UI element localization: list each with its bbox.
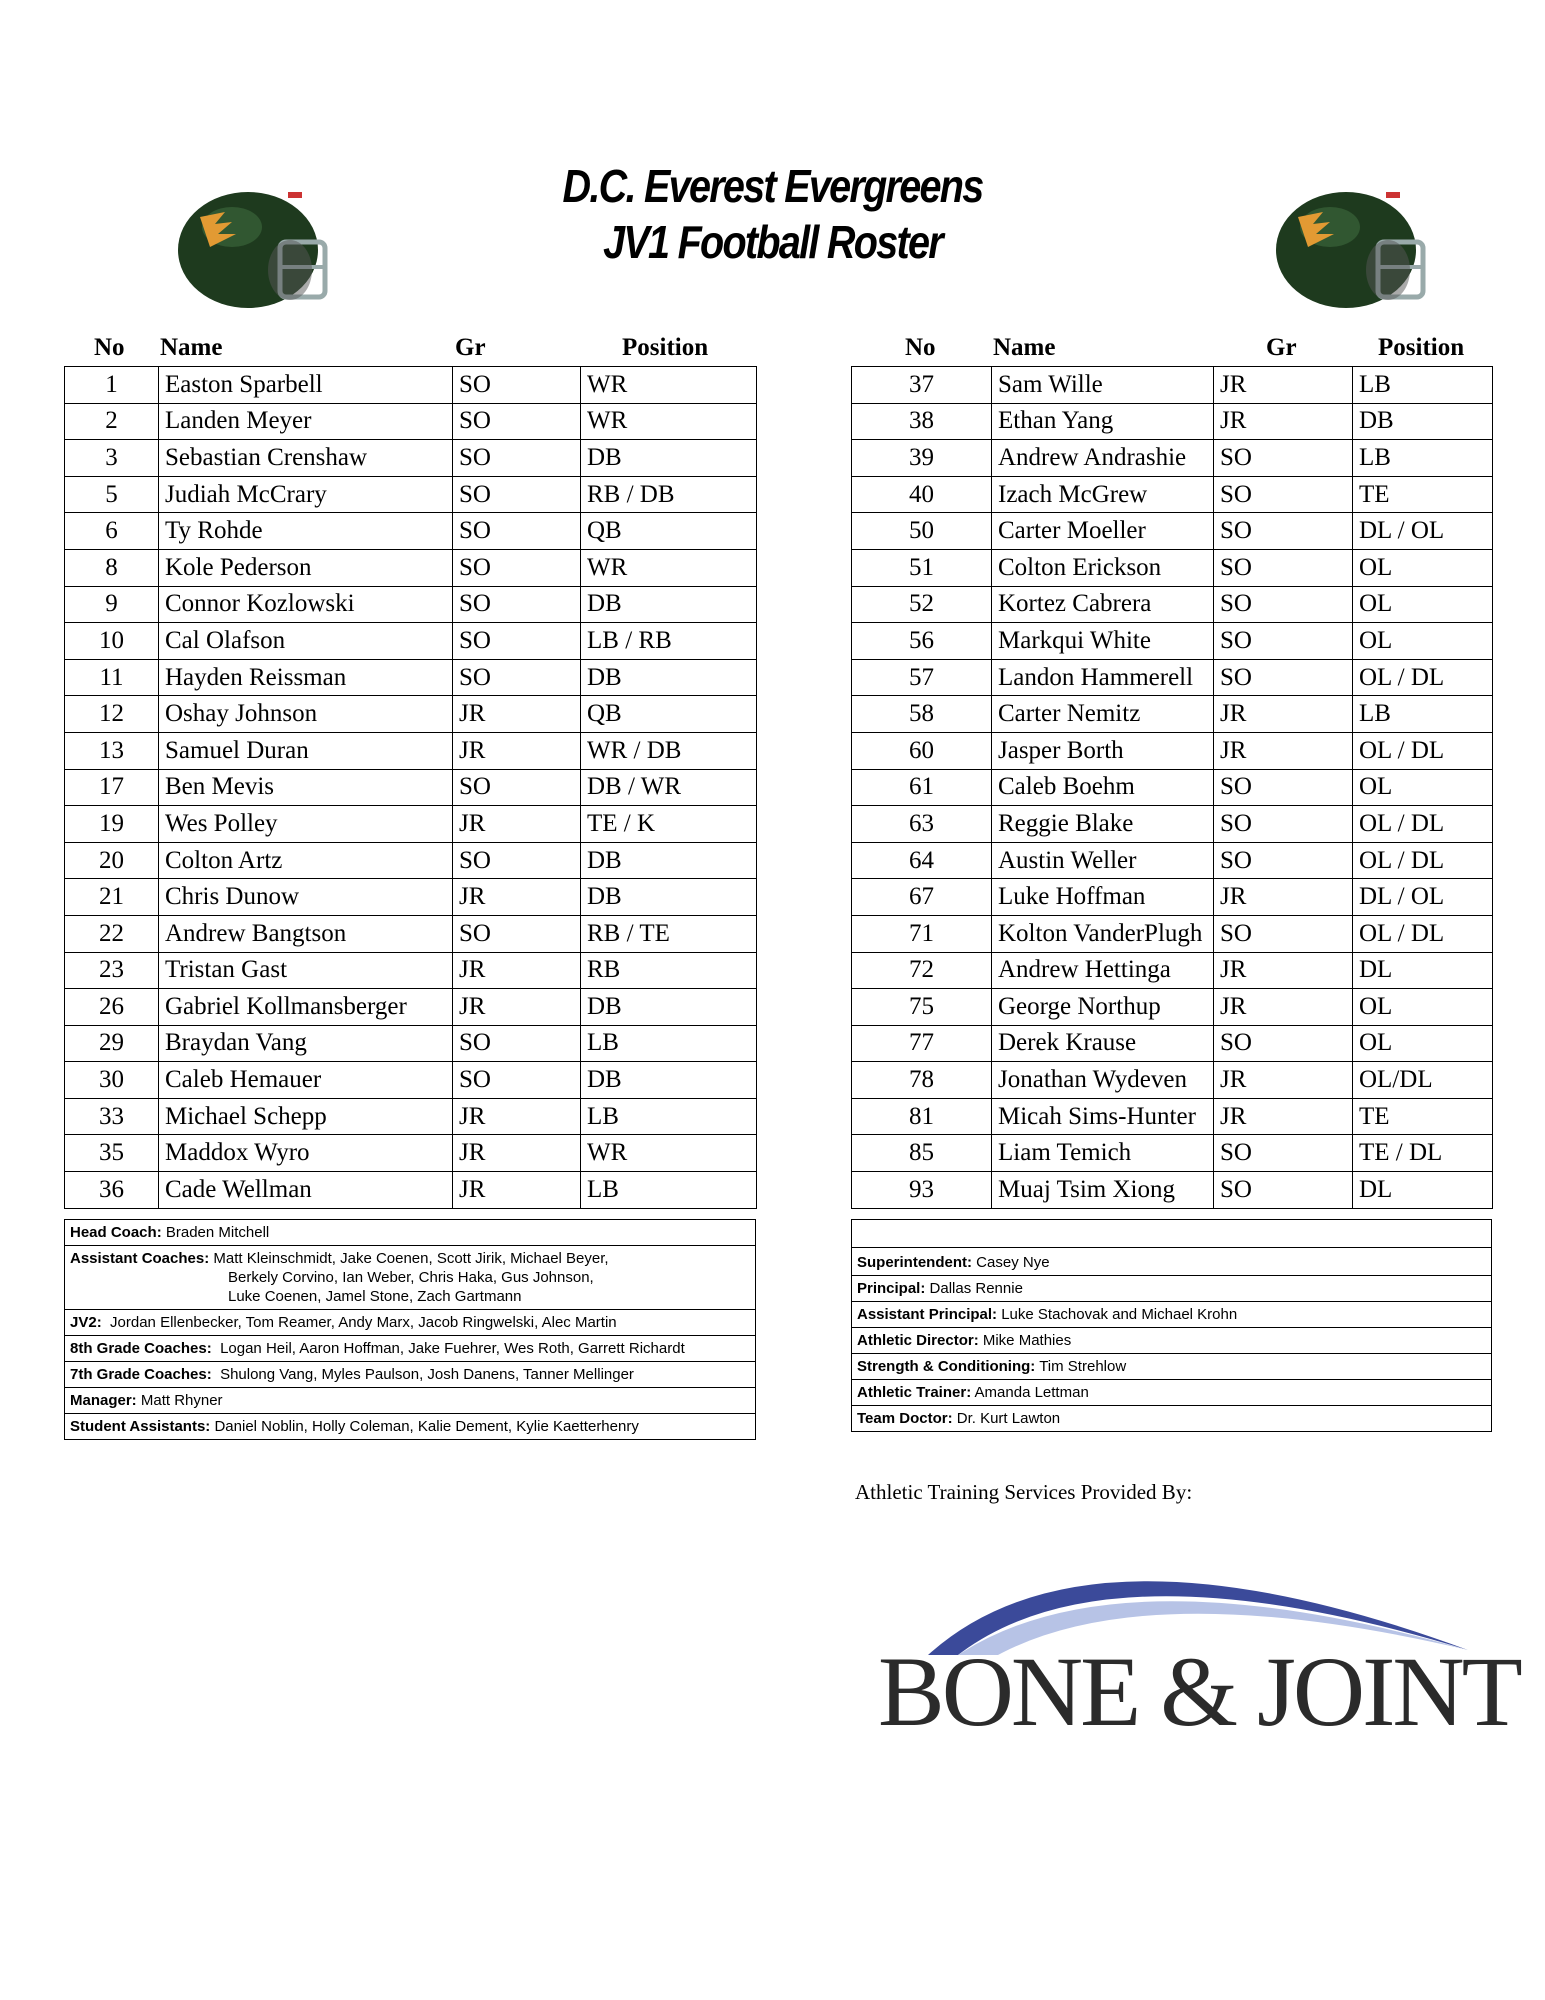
player-grade: SO bbox=[453, 403, 581, 440]
player-name: Kortez Cabrera bbox=[992, 586, 1214, 623]
player-number: 30 bbox=[65, 1062, 159, 1099]
assistant-principal-value: Luke Stachovak and Michael Krohn bbox=[1001, 1306, 1238, 1323]
principal-label: Principal: bbox=[857, 1280, 926, 1297]
player-position: LB bbox=[1353, 696, 1493, 733]
player-number: 2 bbox=[65, 403, 159, 440]
player-name: Judiah McCrary bbox=[159, 476, 453, 513]
player-position: OL bbox=[1353, 769, 1493, 806]
player-grade: JR bbox=[453, 732, 581, 769]
player-grade: SO bbox=[1214, 586, 1353, 623]
7th-grade-label: 7th Grade Coaches: bbox=[70, 1366, 212, 1383]
player-name: Wes Polley bbox=[159, 806, 453, 843]
player-position: TE bbox=[1353, 1098, 1493, 1135]
player-position: DL / OL bbox=[1353, 879, 1493, 916]
player-grade: JR bbox=[453, 696, 581, 733]
staff-row-empty bbox=[852, 1220, 1492, 1248]
player-grade: SO bbox=[453, 476, 581, 513]
player-position: TE / DL bbox=[1353, 1135, 1493, 1172]
roster-row bbox=[852, 476, 1493, 513]
player-grade: SO bbox=[453, 1062, 581, 1099]
player-position: LB bbox=[581, 1172, 757, 1209]
roster-row bbox=[65, 549, 757, 586]
player-number: 57 bbox=[852, 659, 992, 696]
player-position: TE bbox=[1353, 476, 1493, 513]
player-position: LB bbox=[1353, 367, 1493, 404]
player-name: Luke Hoffman bbox=[992, 879, 1214, 916]
player-position: DB bbox=[581, 879, 757, 916]
assistant-coaches-line-1: Matt Kleinschmidt, Jake Coenen, Scott Jirik, Michael Beyer, bbox=[213, 1250, 609, 1267]
jv2-label: JV2: bbox=[70, 1314, 102, 1331]
staff-table-right bbox=[851, 1219, 1492, 1432]
superintendent-label: Superintendent: bbox=[857, 1254, 972, 1271]
player-name: Carter Moeller bbox=[992, 513, 1214, 550]
roster-row bbox=[65, 806, 757, 843]
roster-row bbox=[852, 403, 1493, 440]
player-number: 26 bbox=[65, 989, 159, 1026]
8th-grade-value: Logan Heil, Aaron Hoffman, Jake Fuehrer, Wes Roth, Garrett Richardt bbox=[220, 1340, 685, 1357]
player-number: 60 bbox=[852, 732, 992, 769]
player-position: DB bbox=[581, 842, 757, 879]
staff-row-athletic-trainer bbox=[852, 1380, 1492, 1406]
player-name: Muaj Tsim Xiong bbox=[992, 1172, 1214, 1209]
player-grade: SO bbox=[1214, 513, 1353, 550]
player-grade: SO bbox=[453, 513, 581, 550]
player-number: 6 bbox=[65, 513, 159, 550]
player-position: WR bbox=[581, 1135, 757, 1172]
player-grade: SO bbox=[1214, 806, 1353, 843]
team-doctor-label: Team Doctor: bbox=[857, 1410, 953, 1427]
roster-row bbox=[852, 623, 1493, 660]
player-name: Maddox Wyro bbox=[159, 1135, 453, 1172]
player-name: Jasper Borth bbox=[992, 732, 1214, 769]
athletic-trainer-label: Athletic Trainer: bbox=[857, 1384, 972, 1401]
staff-row-8th-grade bbox=[65, 1336, 756, 1362]
player-name: Easton Sparbell bbox=[159, 367, 453, 404]
player-name: Samuel Duran bbox=[159, 732, 453, 769]
player-number: 11 bbox=[65, 659, 159, 696]
player-name: Sebastian Crenshaw bbox=[159, 440, 453, 477]
player-grade: SO bbox=[453, 440, 581, 477]
player-grade: JR bbox=[453, 1135, 581, 1172]
player-number: 3 bbox=[65, 440, 159, 477]
roster-row bbox=[65, 952, 757, 989]
player-grade: SO bbox=[453, 915, 581, 952]
player-grade: JR bbox=[453, 1172, 581, 1209]
player-number: 19 bbox=[65, 806, 159, 843]
player-name: Colton Artz bbox=[159, 842, 453, 879]
player-grade: SO bbox=[1214, 769, 1353, 806]
player-grade: JR bbox=[1214, 1062, 1353, 1099]
player-grade: SO bbox=[1214, 659, 1353, 696]
head-coach-value: Braden Mitchell bbox=[165, 1224, 270, 1241]
student-assistants-value: Daniel Noblin, Holly Coleman, Kalie Dement, Kylie Kaetterhenry bbox=[214, 1418, 639, 1435]
player-name: Braydan Vang bbox=[159, 1025, 453, 1062]
player-name: Landen Meyer bbox=[159, 403, 453, 440]
player-number: 35 bbox=[65, 1135, 159, 1172]
player-position: QB bbox=[581, 696, 757, 733]
roster-row bbox=[65, 1172, 757, 1209]
player-name: Michael Schepp bbox=[159, 1098, 453, 1135]
player-name: Carter Nemitz bbox=[992, 696, 1214, 733]
team-doctor-value: Dr. Kurt Lawton bbox=[956, 1410, 1061, 1427]
player-grade: JR bbox=[1214, 732, 1353, 769]
roster-row bbox=[852, 549, 1493, 586]
player-name: Micah Sims-Hunter bbox=[992, 1098, 1214, 1135]
header-position: Position bbox=[622, 334, 709, 361]
player-number: 40 bbox=[852, 476, 992, 513]
roster-row bbox=[852, 1062, 1493, 1099]
player-grade: SO bbox=[453, 769, 581, 806]
staff-row-superintendent bbox=[852, 1248, 1492, 1276]
player-number: 38 bbox=[852, 403, 992, 440]
player-number: 9 bbox=[65, 586, 159, 623]
roster-row bbox=[65, 989, 757, 1026]
staff-row-assistant-coaches bbox=[65, 1246, 756, 1310]
assistant-coaches-line-3: Luke Coenen, Jamel Stone, Zach Gartmann bbox=[228, 1288, 522, 1305]
staff-row-jv2 bbox=[65, 1310, 756, 1336]
player-grade: JR bbox=[1214, 879, 1353, 916]
player-number: 23 bbox=[65, 952, 159, 989]
player-number: 36 bbox=[65, 1172, 159, 1209]
header-position: Position bbox=[1378, 334, 1465, 361]
player-position: LB / RB bbox=[581, 623, 757, 660]
player-number: 75 bbox=[852, 989, 992, 1026]
jv2-value: Jordan Ellenbecker, Tom Reamer, Andy Marx, Jacob Ringwelski, Alec Martin bbox=[110, 1314, 617, 1331]
roster-row bbox=[65, 696, 757, 733]
player-number: 29 bbox=[65, 1025, 159, 1062]
player-number: 50 bbox=[852, 513, 992, 550]
roster-row bbox=[852, 806, 1493, 843]
player-position: OL/DL bbox=[1353, 1062, 1493, 1099]
player-grade: JR bbox=[453, 806, 581, 843]
roster-row bbox=[65, 1062, 757, 1099]
roster-row bbox=[65, 732, 757, 769]
header-no: No bbox=[94, 334, 125, 361]
roster-row bbox=[852, 1098, 1493, 1135]
roster-row bbox=[65, 1135, 757, 1172]
player-name: Kolton VanderPlugh bbox=[992, 915, 1214, 952]
header-name: Name bbox=[160, 334, 223, 361]
player-position: RB / TE bbox=[581, 915, 757, 952]
staff-row-head-coach bbox=[65, 1220, 756, 1246]
player-name: Landon Hammerell bbox=[992, 659, 1214, 696]
player-position: OL / DL bbox=[1353, 842, 1493, 879]
player-grade: SO bbox=[1214, 476, 1353, 513]
principal-value: Dallas Rennie bbox=[929, 1280, 1023, 1297]
roster-table-right bbox=[851, 366, 1493, 1209]
header-gr: Gr bbox=[455, 334, 486, 361]
roster-row bbox=[65, 1025, 757, 1062]
player-number: 22 bbox=[65, 915, 159, 952]
player-grade: SO bbox=[1214, 1172, 1353, 1209]
player-name: Caleb Boehm bbox=[992, 769, 1214, 806]
player-position: RB bbox=[581, 952, 757, 989]
roster-row bbox=[852, 367, 1493, 404]
player-grade: SO bbox=[453, 842, 581, 879]
player-grade: JR bbox=[453, 879, 581, 916]
player-name: Hayden Reissman bbox=[159, 659, 453, 696]
player-name: Cade Wellman bbox=[159, 1172, 453, 1209]
player-position: LB bbox=[581, 1025, 757, 1062]
player-name: Connor Kozlowski bbox=[159, 586, 453, 623]
player-number: 58 bbox=[852, 696, 992, 733]
player-name: Cal Olafson bbox=[159, 623, 453, 660]
player-position: OL bbox=[1353, 1025, 1493, 1062]
player-name: Kole Pederson bbox=[159, 549, 453, 586]
roster-row bbox=[852, 1135, 1493, 1172]
staff-row-principal bbox=[852, 1276, 1492, 1302]
superintendent-value: Casey Nye bbox=[976, 1254, 1050, 1271]
header-name: Name bbox=[993, 334, 1056, 361]
manager-value: Matt Rhyner bbox=[140, 1392, 223, 1409]
player-grade: SO bbox=[1214, 623, 1353, 660]
roster-row bbox=[65, 476, 757, 513]
athletic-director-value: Mike Mathies bbox=[982, 1332, 1072, 1349]
player-position: WR bbox=[581, 367, 757, 404]
player-name: Jonathan Wydeven bbox=[992, 1062, 1214, 1099]
player-name: Andrew Bangtson bbox=[159, 915, 453, 952]
player-grade: SO bbox=[1214, 440, 1353, 477]
player-name: Ethan Yang bbox=[992, 403, 1214, 440]
roster-row bbox=[65, 367, 757, 404]
player-grade: SO bbox=[1214, 1135, 1353, 1172]
roster-row bbox=[65, 440, 757, 477]
player-number: 78 bbox=[852, 1062, 992, 1099]
player-name: Caleb Hemauer bbox=[159, 1062, 453, 1099]
player-position: OL bbox=[1353, 549, 1493, 586]
player-number: 21 bbox=[65, 879, 159, 916]
roster-row bbox=[852, 952, 1493, 989]
player-name: Andrew Hettinga bbox=[992, 952, 1214, 989]
player-number: 5 bbox=[65, 476, 159, 513]
player-position: DL bbox=[1353, 1172, 1493, 1209]
player-number: 67 bbox=[852, 879, 992, 916]
player-number: 33 bbox=[65, 1098, 159, 1135]
player-position: WR bbox=[581, 549, 757, 586]
staff-row-student-assistants bbox=[65, 1414, 756, 1440]
player-grade: JR bbox=[1214, 1098, 1353, 1135]
player-name: Reggie Blake bbox=[992, 806, 1214, 843]
player-number: 8 bbox=[65, 549, 159, 586]
roster-row bbox=[65, 1098, 757, 1135]
player-position: DB bbox=[581, 1062, 757, 1099]
roster-row bbox=[65, 879, 757, 916]
player-position: DB bbox=[1353, 403, 1493, 440]
roster-row bbox=[852, 732, 1493, 769]
staff-row-assistant-principal bbox=[852, 1302, 1492, 1328]
player-grade: SO bbox=[1214, 915, 1353, 952]
player-name: Austin Weller bbox=[992, 842, 1214, 879]
7th-grade-value: Shulong Vang, Myles Paulson, Josh Danens, Tanner Mellinger bbox=[220, 1366, 634, 1383]
player-number: 56 bbox=[852, 623, 992, 660]
player-position: OL / DL bbox=[1353, 806, 1493, 843]
player-number: 20 bbox=[65, 842, 159, 879]
player-grade: JR bbox=[1214, 696, 1353, 733]
helmet-icon bbox=[170, 172, 330, 312]
player-grade: JR bbox=[453, 989, 581, 1026]
player-name: Derek Krause bbox=[992, 1025, 1214, 1062]
staff-table-left bbox=[64, 1219, 756, 1440]
roster-row bbox=[852, 659, 1493, 696]
logo-wordmark: BONE & JOINT bbox=[878, 1636, 1520, 1747]
player-number: 52 bbox=[852, 586, 992, 623]
roster-row bbox=[852, 769, 1493, 806]
roster-row bbox=[65, 659, 757, 696]
assistant-coaches-label: Assistant Coaches: bbox=[70, 1250, 210, 1267]
player-grade: SO bbox=[453, 623, 581, 660]
player-grade: JR bbox=[453, 1098, 581, 1135]
player-number: 81 bbox=[852, 1098, 992, 1135]
player-grade: JR bbox=[1214, 403, 1353, 440]
player-position: LB bbox=[581, 1098, 757, 1135]
header-gr: Gr bbox=[1266, 334, 1297, 361]
header-no: No bbox=[905, 334, 936, 361]
roster-row bbox=[65, 915, 757, 952]
player-name: George Northup bbox=[992, 989, 1214, 1026]
player-name: Sam Wille bbox=[992, 367, 1214, 404]
player-number: 12 bbox=[65, 696, 159, 733]
title-line-2: JV1 Football Roster bbox=[603, 216, 942, 268]
player-position: OL / DL bbox=[1353, 915, 1493, 952]
player-number: 72 bbox=[852, 952, 992, 989]
staff-row-strength-conditioning bbox=[852, 1354, 1492, 1380]
player-position: OL bbox=[1353, 586, 1493, 623]
provided-by-text: Athletic Training Services Provided By: bbox=[855, 1480, 1193, 1504]
title-line-1: D.C. Everest Evergreens bbox=[562, 160, 983, 212]
player-name: Gabriel Kollmansberger bbox=[159, 989, 453, 1026]
roster-row bbox=[852, 440, 1493, 477]
player-position: DB bbox=[581, 989, 757, 1026]
player-position: OL bbox=[1353, 989, 1493, 1026]
player-position: OL bbox=[1353, 623, 1493, 660]
player-name: Oshay Johnson bbox=[159, 696, 453, 733]
player-position: TE / K bbox=[581, 806, 757, 843]
bone-and-joint-logo bbox=[878, 1530, 1520, 1747]
staff-row-manager bbox=[65, 1388, 756, 1414]
roster-row bbox=[852, 513, 1493, 550]
player-number: 71 bbox=[852, 915, 992, 952]
player-grade: JR bbox=[1214, 989, 1353, 1026]
player-name: Andrew Andrashie bbox=[992, 440, 1214, 477]
player-number: 10 bbox=[65, 623, 159, 660]
player-position: DB bbox=[581, 586, 757, 623]
player-number: 37 bbox=[852, 367, 992, 404]
player-name: Ben Mevis bbox=[159, 769, 453, 806]
roster-row bbox=[852, 842, 1493, 879]
player-number: 1 bbox=[65, 367, 159, 404]
player-number: 93 bbox=[852, 1172, 992, 1209]
assistant-coaches-line-2: Berkely Corvino, Ian Weber, Chris Haka, Gus Johnson, bbox=[228, 1269, 594, 1286]
player-position: WR bbox=[581, 403, 757, 440]
roster-row bbox=[852, 879, 1493, 916]
player-grade: JR bbox=[1214, 952, 1353, 989]
player-position: RB / DB bbox=[581, 476, 757, 513]
player-position: DL bbox=[1353, 952, 1493, 989]
roster-row bbox=[65, 403, 757, 440]
staff-row-athletic-director bbox=[852, 1328, 1492, 1354]
player-grade: SO bbox=[453, 586, 581, 623]
roster-row bbox=[65, 623, 757, 660]
staff-row-team-doctor bbox=[852, 1406, 1492, 1432]
strength-conditioning-label: Strength & Conditioning: bbox=[857, 1358, 1036, 1375]
head-coach-label: Head Coach: bbox=[70, 1224, 162, 1241]
player-grade: JR bbox=[1214, 367, 1353, 404]
player-number: 13 bbox=[65, 732, 159, 769]
player-number: 39 bbox=[852, 440, 992, 477]
manager-label: Manager: bbox=[70, 1392, 137, 1409]
player-position: DB bbox=[581, 659, 757, 696]
8th-grade-label: 8th Grade Coaches: bbox=[70, 1340, 212, 1357]
assistant-principal-label: Assistant Principal: bbox=[857, 1306, 998, 1323]
player-name: Liam Temich bbox=[992, 1135, 1214, 1172]
player-grade: SO bbox=[1214, 1025, 1353, 1062]
player-number: 85 bbox=[852, 1135, 992, 1172]
player-position: LB bbox=[1353, 440, 1493, 477]
player-name: Tristan Gast bbox=[159, 952, 453, 989]
player-name: Izach McGrew bbox=[992, 476, 1214, 513]
player-position: OL / DL bbox=[1353, 659, 1493, 696]
roster-row bbox=[852, 696, 1493, 733]
player-name: Colton Erickson bbox=[992, 549, 1214, 586]
roster-header-right bbox=[0, 334, 1545, 368]
roster-row bbox=[65, 586, 757, 623]
player-number: 51 bbox=[852, 549, 992, 586]
roster-row bbox=[65, 769, 757, 806]
player-number: 63 bbox=[852, 806, 992, 843]
player-number: 61 bbox=[852, 769, 992, 806]
roster-row bbox=[65, 842, 757, 879]
player-grade: JR bbox=[453, 952, 581, 989]
athletic-trainer-value: Amanda Lettman bbox=[974, 1384, 1089, 1401]
player-position: DL / OL bbox=[1353, 513, 1493, 550]
roster-row bbox=[852, 1172, 1493, 1209]
player-grade: SO bbox=[453, 1025, 581, 1062]
player-number: 17 bbox=[65, 769, 159, 806]
player-name: Chris Dunow bbox=[159, 879, 453, 916]
player-name: Ty Rohde bbox=[159, 513, 453, 550]
roster-row bbox=[852, 915, 1493, 952]
player-name: Markqui White bbox=[992, 623, 1214, 660]
roster-row bbox=[852, 989, 1493, 1026]
strength-conditioning-value: Tim Strehlow bbox=[1039, 1358, 1127, 1375]
roster-table-left bbox=[64, 366, 757, 1209]
student-assistants-label: Student Assistants: bbox=[70, 1418, 211, 1435]
player-position: OL / DL bbox=[1353, 732, 1493, 769]
player-grade: SO bbox=[453, 659, 581, 696]
player-position: QB bbox=[581, 513, 757, 550]
player-position: DB bbox=[581, 440, 757, 477]
player-grade: SO bbox=[453, 367, 581, 404]
athletic-director-label: Athletic Director: bbox=[857, 1332, 979, 1349]
helmet-icon bbox=[1268, 172, 1428, 312]
player-position: WR / DB bbox=[581, 732, 757, 769]
roster-row bbox=[65, 513, 757, 550]
roster-row bbox=[852, 1025, 1493, 1062]
player-number: 64 bbox=[852, 842, 992, 879]
player-position: DB / WR bbox=[581, 769, 757, 806]
staff-row-7th-grade bbox=[65, 1362, 756, 1388]
roster-row bbox=[852, 586, 1493, 623]
player-number: 77 bbox=[852, 1025, 992, 1062]
player-grade: SO bbox=[1214, 842, 1353, 879]
player-grade: SO bbox=[1214, 549, 1353, 586]
player-grade: SO bbox=[453, 549, 581, 586]
